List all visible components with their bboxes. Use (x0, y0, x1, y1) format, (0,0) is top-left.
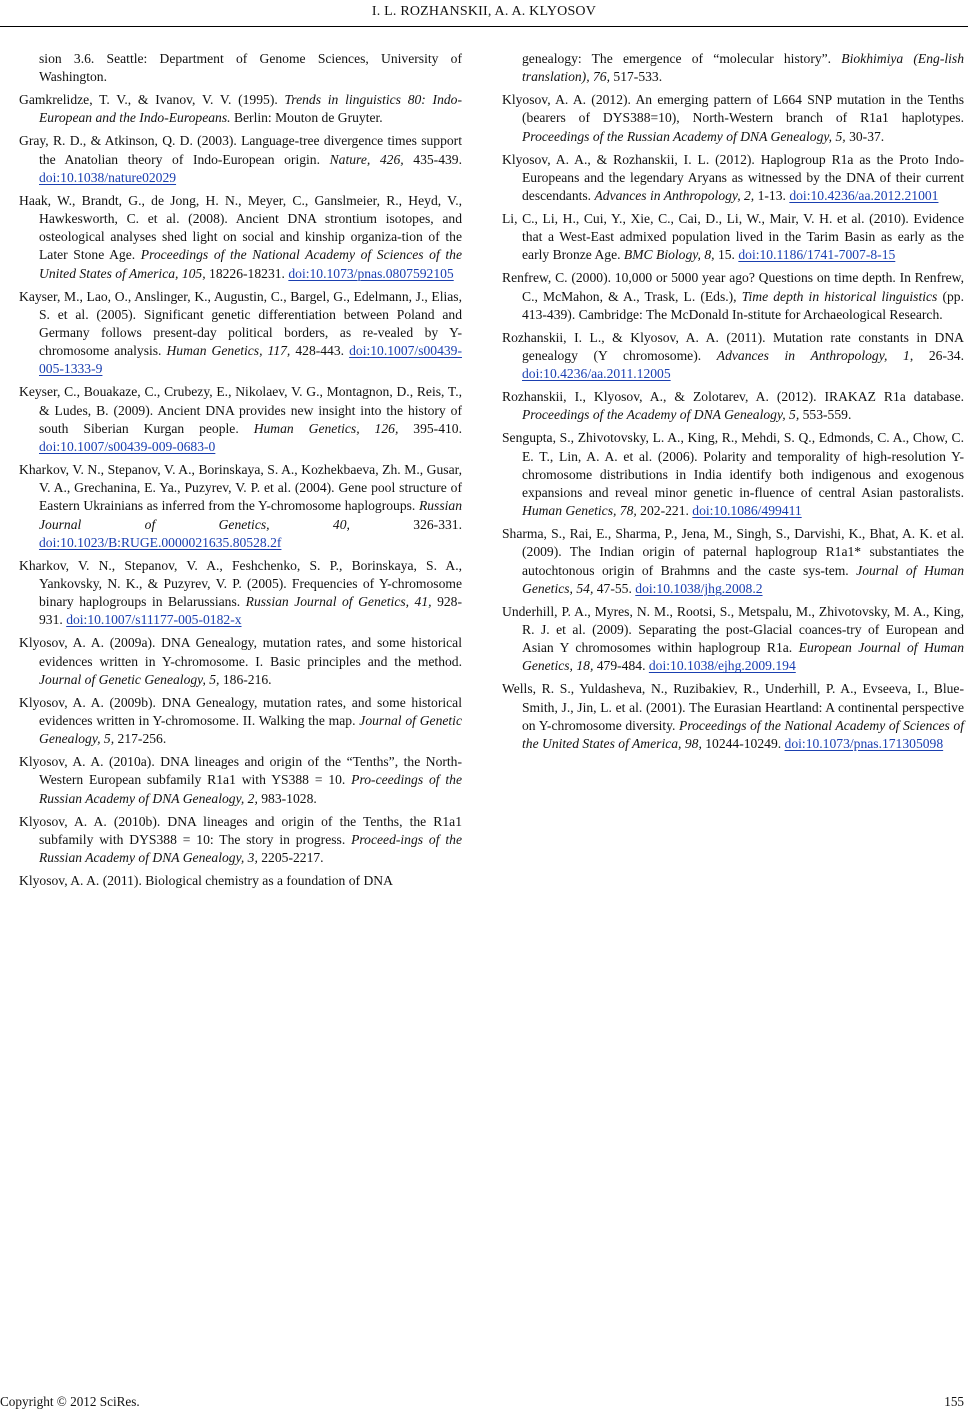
doi-link[interactable]: doi:10.1073/pnas.0807592105 (288, 265, 454, 281)
reference-entry (502, 429, 964, 520)
reference-text: genealogy: The emergence of “molecular history”. (522, 51, 842, 66)
reference-pages: 326-331. (349, 516, 462, 532)
doi-link[interactable]: doi:10.1038/nature02029 (39, 169, 177, 185)
reference-text: Klyosov, A. A. (2009b). DNA Genealogy, mutation rates, and some historical evidences written in Y-chromosome. II. Walking the map. (19, 694, 462, 729)
reference-pages: , 26-34. (909, 348, 964, 364)
page-number: 155 (944, 1394, 964, 1409)
reference-entry (502, 50, 964, 86)
reference-pages: 435-439. (403, 151, 462, 167)
reference-entry (502, 525, 964, 598)
reference-entry (502, 388, 964, 424)
reference-text: Sharma, S., Rai, E., Sharma, P., Jena, M., Singh, S., Darvishi, K., Bhat, A. K. et al. (2009). The Indian origin of paternal haplogroup R1a1* substantiates the autochtonous origin of Brahmns and the caste sys-tem. (502, 526, 964, 578)
reference-entry (19, 50, 462, 86)
references-right-column (502, 50, 964, 758)
reference-text: Haak, W., Brandt, G., de Jong, H. N., Meyer, C., Ganslmeier, R., Heyd, V., Hawkesworth, C. et al. (2008). Ancient DNA strontium isotopes, and osteological analyses shed light on social and kinship organiza-tion of the Later Stone Age. (19, 192, 462, 263)
reference-text: Sengupta, S., Zhivotovsky, L. A., King, R., Mehdi, S. Q., Edmonds, C. A., Chow, C. E. T., Lin, A. A. et al. (2006). Polarity and temporality of high-resolution Y-chromosome distributions in India identify both indigenous and exogenous expansions and reveal minor genetic in-fluence of central Asian pastoralists. (502, 430, 964, 501)
reference-source: Nature, 426, (329, 151, 404, 167)
reference-entry (19, 753, 462, 808)
reference-source: Journal of Genetic Genealogy, 5, (39, 671, 220, 687)
reference-text: Gamkrelidze, T. V., & Ivanov, V. V. (1995). (19, 92, 285, 108)
reference-text: Wells, R. S., Yuldasheva, N., Ruzibakiev, R., Underhill, P. A., Evseeva, I., Blue-Smith, J., Jin, L. et al. (2001). The Eurasian Heartland: A continental perspective on Y-chromosome diversity. (502, 681, 964, 733)
reference-text: Rozhanskii, I., Klyosov, A., & Zolotarev, A. (2012). IRAKAZ R1a database. (502, 389, 964, 405)
doi-link[interactable]: doi:10.1086/499411 (692, 503, 802, 519)
reference-source: Advances in Anthropology, 2, (594, 188, 755, 204)
reference-source: Proceedings of the National Academy of Sciences of the United States of America, 98, (522, 717, 964, 752)
reference-source: Human Genetics, 78, (522, 503, 637, 519)
reference-source: Biokhimiya (Eng-lish translation), 76, (522, 51, 964, 85)
reference-pages: 517-533. (610, 69, 663, 85)
reference-entry (502, 329, 964, 384)
reference-pages: 202-221. (636, 503, 693, 519)
reference-source: Russian Journal of Genetics, 40, (39, 498, 462, 532)
reference-entry (502, 603, 964, 676)
reference-pages: 395-410. (398, 420, 462, 436)
doi-link[interactable]: doi:10.1186/1741-7007-8-15 (738, 247, 896, 263)
reference-entry (19, 461, 462, 552)
reference-text: Klyosov, A. A. (2010b). DNA lineages and origin of the Tenths, the R1a1 subfamily with DYS388 = 10: The story in progress. (19, 813, 462, 847)
doi-link[interactable]: doi:10.1038/jhg.2008.2 (635, 580, 763, 596)
reference-pages: 553-559. (799, 407, 852, 423)
reference-pages: 928-931. (39, 594, 462, 628)
reference-text: Underhill, P. A., Myres, N. M., Rootsi, S., Metspalu, M., Zhivotovsky, M. A., King, R. J. et al. (2009). Separating the post-Glacial coances-try of European and Asian Y chromosomes within haplogroup R1a. (502, 603, 964, 656)
reference-source: Proceedings of the Russian Academy of DNA Genealogy, 5, (522, 128, 846, 144)
reference-source: Journal of Human Genetics, 54, (522, 562, 964, 596)
reference-source: Proceedings of the Academy of DNA Genealogy, 5, (522, 407, 800, 423)
doi-link[interactable]: doi:10.4236/aa.2012.21001 (789, 188, 939, 204)
reference-text: Kayser, M., Lao, O., Anslinger, K., Augustin, C., Bargel, G., Edelmann, J., Elias, S. et al. (2005). Significant genetic differentiation between Poland and Germany follows present-day political borders, as re-vealed by Y-chromosome analysis. (19, 288, 462, 359)
reference-text: Klyosov, A. A. (2012). An emerging pattern of L664 SNP mutation in the Tenths (bearers of DYS388=10), North-Western branch of R1a1 haplotypes. (502, 92, 964, 126)
reference-entry (19, 872, 462, 890)
reference-text: Kharkov, V. N., Stepanov, V. A., Borinskaya, S. A., Kozhekbaeva, Zh. M., Gusar, V. A., Grechanina, E. Ya., Puzyrev, V. P. et al. (2004). Gene pool structure of Eastern Ukrainians as inferred from the Y-chromosome haplogroups. (19, 462, 462, 514)
header-rule (0, 26, 968, 27)
doi-link[interactable]: doi:10.1007/s11177-005-0182-x (66, 612, 242, 628)
reference-pages: Berlin: Mouton de Gruyter. (230, 110, 383, 126)
reference-text: Klyosov, A. A. (2010a). DNA lineages and origin of the “Tenths”, the North-Western European subfamily R1a1 with YS388 = 10. (19, 754, 462, 788)
reference-entry (19, 288, 462, 379)
reference-text: Li, C., Li, H., Cui, Y., Xie, C., Cai, D., Li, W., Mair, V. H. et al. (2010). Evidence that a West-East admixed population lived in the Tarim Basin as early as the early Bronze Age. (502, 211, 964, 263)
reference-source: Journal of Genetic Genealogy, 5, (39, 713, 462, 747)
reference-source: BMC Biology, 8, (623, 247, 715, 263)
reference-entry (19, 383, 462, 456)
reference-source: Russian Journal of Genetics, 41, (245, 594, 432, 610)
reference-entry (19, 634, 462, 689)
reference-source: European Journal of Human Genetics, 18, (522, 640, 964, 674)
reference-text: Rozhanskii, I. L., & Klyosov, A. A. (2011). Mutation rate constants in DNA genealogy (Y chromosome). (502, 329, 964, 364)
reference-entry (502, 269, 964, 324)
copyright-notice: Copyright © 2012 SciRes. (0, 1394, 140, 1409)
reference-text: Gray, R. D., & Atkinson, Q. D. (2003). Language-tree divergence times support the Anatolian theory of Indo-European origin. (19, 133, 462, 167)
reference-pages: 15. (714, 247, 739, 263)
reference-pages: 1-13. (754, 188, 790, 204)
reference-text: Kharkov, V. N., Stepanov, V. A., Feshchenko, S. P., Borinskaya, S. A., Yankovsky, N. K., & Puzyrev, V. P. (2005). Frequencies of Y-chromosome binary haplogroups in Belarussians. (19, 557, 462, 610)
reference-pages: 30-37. (845, 128, 885, 144)
doi-link[interactable]: doi:10.1023/B:RUGE.0000021635.80528.2f (39, 534, 282, 550)
reference-entry (19, 557, 462, 630)
reference-source: Proceed-ings of the Russian Academy of DNA Genealogy, 3, (39, 831, 462, 866)
reference-pages: 186-216. (219, 671, 272, 687)
doi-link[interactable]: doi:10.1007/s00439-005-1333-9 (39, 343, 462, 377)
reference-source: Proceedings of the National Academy of Sciences of the United States of America, 105, (39, 247, 462, 281)
reference-text: Renfrew, C. (2000). 10,000 or 5000 year ago? Questions on time depth. In Renfrew, C., McMahon, & A., Trask, L. (Eds.), (502, 270, 964, 304)
reference-pages: 217-256. (114, 731, 167, 747)
reference-text: sion 3.6. Seattle: Department of Genome Sciences, University of Washington. (39, 51, 462, 85)
reference-entry (502, 151, 964, 206)
reference-pages: 983-1028. (257, 790, 317, 806)
reference-pages: 479-484. (593, 658, 649, 674)
reference-entry (502, 91, 964, 146)
reference-entry (502, 210, 964, 265)
reference-pages: 18226-18231. (205, 265, 289, 281)
reference-entry (19, 192, 462, 283)
reference-entry (19, 132, 462, 187)
reference-source: Human Genetics, 117, (166, 343, 291, 359)
doi-link[interactable]: doi:10.1038/ejhg.2009.194 (648, 658, 796, 674)
doi-link[interactable]: doi:10.1007/s00439-009-0683-0 (39, 439, 216, 455)
reference-entry (502, 680, 964, 753)
doi-link[interactable]: doi:10.4236/aa.2011.12005 (522, 366, 671, 382)
reference-pages: (pp. 413-439). Cambridge: The McDonald In-stitute for Archaeological Research. (522, 288, 964, 322)
doi-link[interactable]: doi:10.1073/pnas.171305098 (784, 736, 944, 752)
reference-pages: 10244-10249. (701, 736, 785, 752)
reference-source: Pro-ceedings of the Russian Academy of DNA Genealogy, 2, (39, 772, 463, 806)
reference-source: Human Genetics, 126, (253, 420, 399, 436)
reference-text: Klyosov, A. A. (2011). Biological chemistry as a foundation of DNA (19, 873, 393, 889)
reference-pages: 2205-2217. (257, 850, 324, 866)
reference-entry (19, 813, 462, 868)
reference-entry (19, 694, 462, 749)
reference-source: Trends in linguistics 80: Indo-European and the Indo-Europeans. (39, 92, 462, 126)
references-left-column (19, 50, 462, 895)
running-title: I. L. ROZHANSKII, A. A. KLYOSOV (371, 4, 597, 19)
reference-text: Klyosov, A. A. (2009a). DNA Genealogy, mutation rates, and some historical evidences written in Y-chromosome. I. Basic principles and the method. (19, 635, 462, 669)
reference-pages: 47-55. (593, 580, 636, 596)
reference-entry (19, 91, 462, 127)
reference-text: Keyser, C., Bouakaze, C., Crubezy, E., Nikolaev, V. G., Montagnon, D., Reis, T., & Ludes, B. (2009). Ancient DNA provides new insight into the history of south Siberian Kurgan people. (19, 384, 462, 436)
reference-pages: 428-443. (290, 343, 350, 359)
reference-text: Klyosov, A. A., & Rozhanskii, I. L. (2012). Haplogroup R1a as the Proto Indo-Europeans and the legendary Aryans as witnessed by the DNA of their current descendants. (502, 151, 964, 204)
reference-source: Advances in Anthropology, 1 (716, 348, 910, 364)
reference-source: Time depth in historical linguistics (741, 288, 938, 304)
